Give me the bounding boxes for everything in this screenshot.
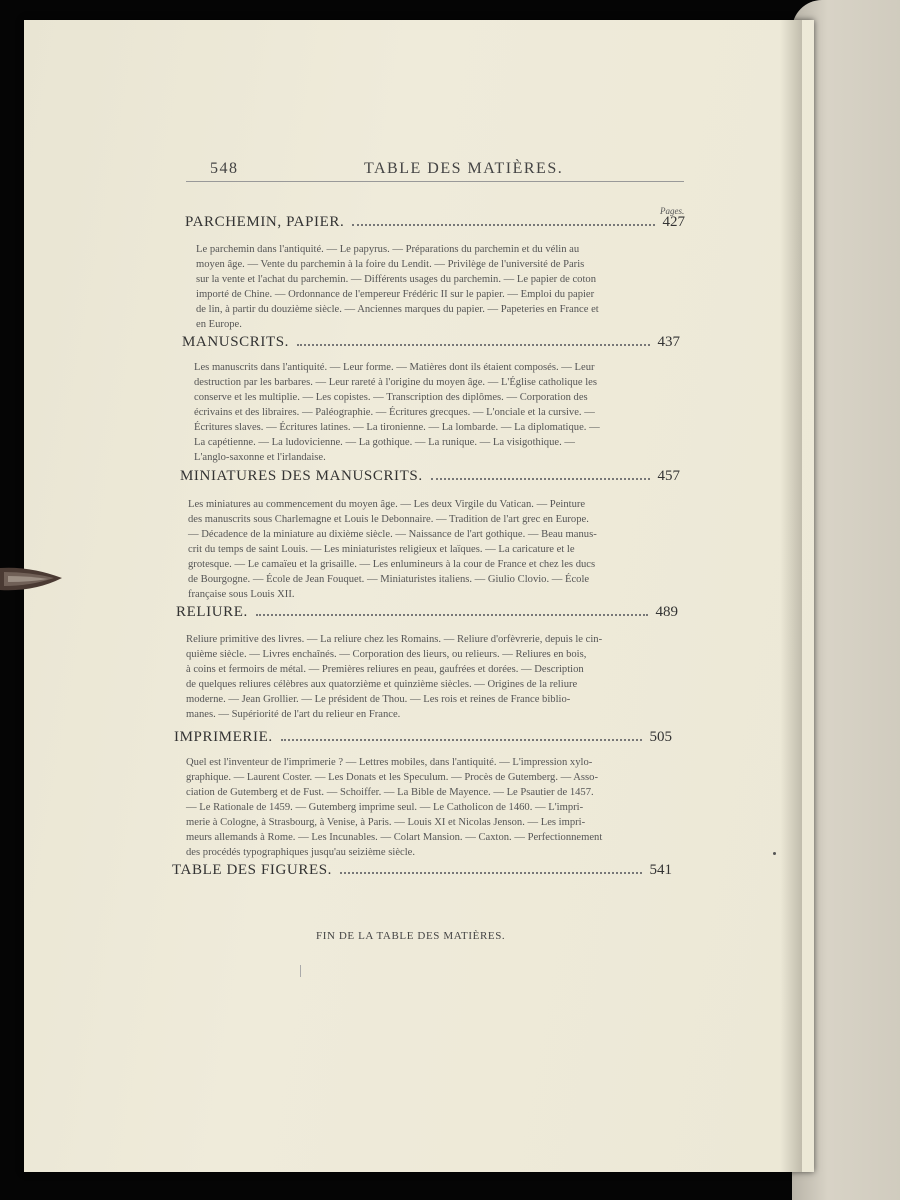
toc-entry-manuscrits: [182, 334, 680, 356]
description-line: Reliure primitive des livres. — La reliure chez les Romains. — Reliure d'orfèvrerie, depuis le cin-: [186, 634, 603, 645]
description-line: grotesque. — Le camaïeu et la grisaille. — Les enlumineurs à la cour de France et chez les ducs: [188, 559, 596, 570]
toc-entry-miniatures: [180, 468, 680, 490]
description-line: L'anglo-saxonne et l'irlandaise.: [194, 452, 326, 463]
description-line: quième siècle. — Livres enchaînés. — Corporation des lieurs, ou relieurs. — Reliures en bois,: [186, 649, 587, 660]
description-line: à coins et fermoirs de métal. — Premières reliures en peau, gaufrées et dorées. — Description: [186, 664, 584, 675]
description-line: des procédés typographiques jusqu'au seizième siècle.: [186, 847, 416, 858]
description-line: importé de Chine. — Ordonnance de l'empereur Frédéric II sur le papier. — Emploi du papier: [196, 289, 595, 300]
description-line: française sous Louis XII.: [188, 589, 295, 600]
dot-leader: [431, 477, 650, 480]
toc-entry-page: 489: [655, 604, 678, 620]
description-line: graphique. — Laurent Coster. — Les Donats et les Speculum. — Procès de Gutemberg. — Asso-: [186, 772, 599, 783]
description-line: Le parchemin dans l'antiquité. — Le papyrus. — Préparations du parchemin et du vélin au: [196, 244, 580, 255]
toc-entry-title: RELIURE.: [176, 604, 248, 620]
toc-entry-title: IMPRIMERIE.: [174, 729, 273, 745]
description-line: meurs allemands à Rome. — Les Incunables. — Colart Mansion. — Caxton. — Perfectionnement: [186, 832, 603, 843]
description-line: ciation de Gutemberg et de Fust. — Schoiffer. — La Bible de Mayence. — Le Psautier de 1457.: [186, 787, 594, 798]
toc-entry-table-des-figures: [172, 862, 672, 884]
toc-entry-page: 505: [649, 729, 672, 745]
description-line: — Le Rationale de 1459. — Gutemberg imprime seul. — Le Catholicon de 1460. — L'impri-: [186, 802, 584, 813]
dot-leader: [256, 613, 648, 616]
description-line: moyen âge. — Vente du parchemin à la foire du Lendit. — Privilège de l'université de Paris: [196, 259, 585, 270]
description-line: écrivains et des libraires. — Paléographie. — Écritures grecques. — L'onciale et la cursive. —: [194, 407, 595, 418]
description-line: Écritures slaves. — Écritures latines. — La tironienne. — La lombarde. — La diplomatique. —: [194, 422, 600, 433]
description-line: Les miniatures au commencement du moyen âge. — Les deux Virgile du Vatican. — Peinture: [188, 499, 586, 510]
header-rule: [186, 181, 684, 182]
paper-speck: [773, 852, 776, 855]
description-line: moderne. — Jean Grollier. — Le président de Thou. — Les rois et reines de France biblio-: [186, 694, 571, 705]
description-line: La capétienne. — La ludovicienne. — La gothique. — La runique. — La visigothique. —: [194, 437, 575, 448]
description-line: sur la vente et l'achat du parchemin. — Différents usages du parchemin. — Le papier de coton: [196, 274, 597, 285]
description-line: Les manuscrits dans l'antiquité. — Leur forme. — Matières dont ils étaient composés. — Leur: [194, 362, 595, 373]
toc-entry-reliure: [176, 604, 678, 626]
toc-entry-page: 541: [649, 862, 672, 878]
dot-leader: [297, 343, 649, 346]
description-line: des manuscrits sous Charlemagne et Louis le Debonnaire. — Tradition de l'art grec en Europe.: [188, 514, 589, 525]
description-line: manes. — Supériorité de l'art du relieur en France.: [186, 709, 401, 720]
toc-entry-title: MANUSCRITS.: [182, 334, 290, 350]
dot-leader: [352, 223, 654, 226]
description-line: de lin, à partir du douzième siècle. — Anciennes marques du papier. — Papeteries en France et: [196, 304, 599, 315]
page-number: 548: [210, 160, 239, 177]
toc-entry-description: [186, 755, 602, 860]
dot-leader: [281, 738, 642, 741]
description-line: en Europe.: [196, 319, 242, 330]
description-line: de quelques reliures célèbres aux quatorzième et quinzième siècles. — Origines de la reliure: [186, 679, 578, 690]
toc-entry-parchemin: [185, 214, 685, 236]
description-line: destruction par les barbares. — Leur rareté à l'origine du moyen âge. — L'Église catholique les: [194, 377, 597, 388]
toc-entry-page: 427: [662, 214, 685, 230]
description-line: crit du temps de saint Louis. — Les miniaturistes religieux et laïques. — La caricature et le: [188, 544, 575, 555]
dot-leader: [340, 871, 641, 874]
page-edge-shadow: [780, 20, 802, 1172]
toc-entry-description: [196, 242, 599, 332]
description-line: de Bourgogne. — École de Jean Fouquet. — Miniaturistes italiens. — Giulio Clovio. — École: [188, 574, 590, 585]
description-line: merie à Cologne, à Strasbourg, à Venise, à Paris. — Louis XI et Nicolas Jenson. — Les impri-: [186, 817, 586, 828]
toc-entry-page: 437: [657, 334, 680, 350]
toc-entry-description: [186, 632, 602, 722]
description-line: — Décadence de la miniature au dixième siècle. — Naissance de l'art gothique. — Beau manus-: [188, 529, 597, 540]
description-line: Quel est l'inventeur de l'imprimerie ? — Lettres mobiles, dans l'antiquité. — L'impression xylo-: [186, 757, 593, 768]
end-of-table-note: FIN DE LA TABLE DES MATIÈRES.: [316, 930, 506, 942]
toc-entry-description: [188, 497, 597, 602]
margin-mark: [300, 965, 301, 977]
toc-entry-imprimerie: [174, 729, 672, 751]
toc-entry-page: 457: [657, 468, 680, 484]
toc-entry-title: MINIATURES DES MANUSCRITS.: [180, 468, 423, 484]
running-title: TABLE DES MATIÈRES.: [364, 160, 564, 177]
description-line: conserve et les multiplie. — Les copistes. — Transcription des diplômes. — Corporation des: [194, 392, 588, 403]
toc-entry-title: TABLE DES FIGURES.: [172, 862, 333, 878]
bookmark-ribbon: [0, 562, 64, 596]
toc-entry-description: [194, 360, 600, 465]
pages-column-label: Pages.: [660, 206, 685, 216]
toc-entry-title: PARCHEMIN, PAPIER.: [185, 214, 345, 230]
